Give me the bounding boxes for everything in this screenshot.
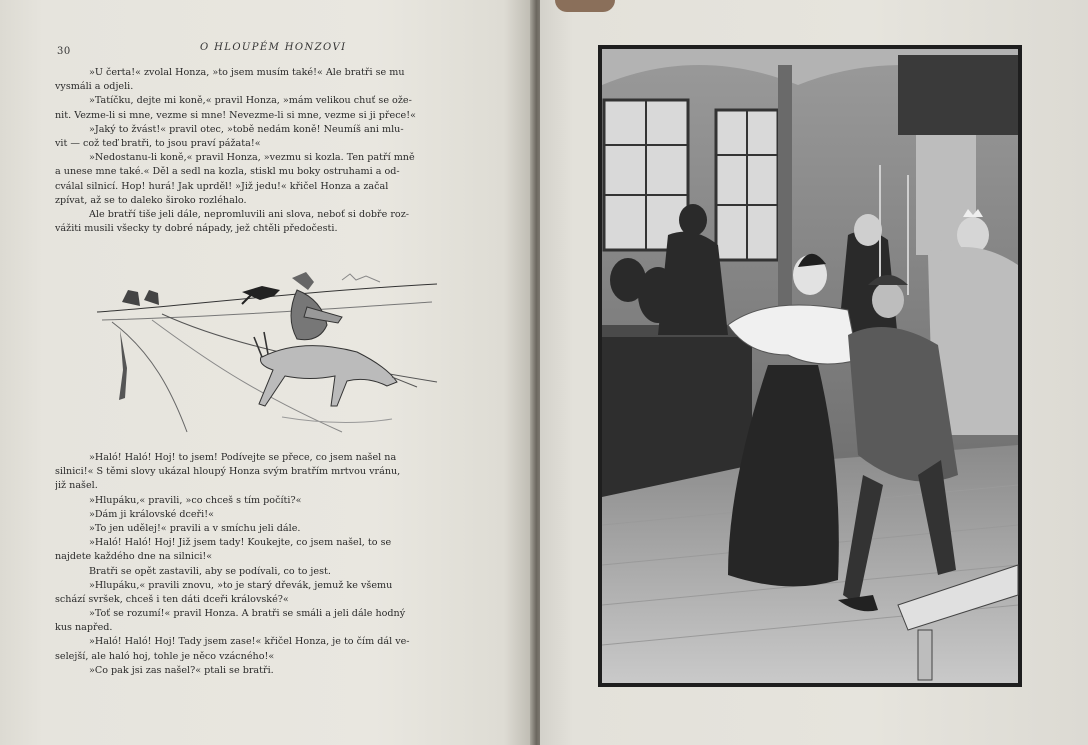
running-head: O HLOUPÉM HONZOVI [200, 42, 347, 53]
text-line: vit — což teď bratři, to jsou praví pážata!« [55, 137, 261, 149]
window-left [604, 100, 688, 250]
text-line: již našel. [55, 480, 98, 492]
text-line: vysmáli a odjeli. [55, 81, 134, 93]
text-line: »Tatíčku, dejte mi koně,« pravil Honza, »mám velikou chuť se ože- [89, 95, 412, 107]
text-line: »Haló! Haló! Hoj! to jsem! Podívejte se přece, co jsem našel na [89, 452, 397, 463]
text-line: »Haló! Haló! Hoj! Již jsem tady! Koukejte, co jsem našel, to se [89, 537, 392, 549]
text-line: vážiti musili všecky ty dobré nápady, jež chtěli předočesti. [55, 223, 338, 235]
goat-rider-illustration [92, 262, 442, 440]
ballroom-engraving [598, 45, 1022, 687]
text-line: cválal silnicí. Hop! hurá! Jak uprděl! »Již jedu!« křičel Honza a začal [55, 180, 389, 192]
window-right [716, 110, 778, 260]
left-page [0, 0, 536, 745]
text-line: Ale bratří tiše jeli dále, nepromluvili ani slova, neboť si dobře roz- [89, 208, 409, 220]
text-line: »Co pak jsi zas našel?« ptali se bratři. [89, 664, 274, 676]
engraving-plate [598, 45, 1022, 687]
text-line: kus napřed. [55, 622, 113, 634]
text-line: zpívat, až se to daleko široko rozléhalo. [55, 194, 247, 206]
text-line: schází svršek, chceš i ten dáti dceři královské?« [55, 593, 289, 605]
text-block-top [55, 66, 479, 236]
text-line: silnici!« S těmi slovy ukázal hloupý Honza svým bratřím mrtvou vránu, [55, 466, 401, 478]
text-line: »Haló! Haló! Hoj! Tady jsem zase!« křičel Honza, je to čím dál ve- [89, 636, 410, 648]
page-number: 30 [57, 46, 71, 57]
thumb [555, 0, 615, 12]
text-line: Bratři se opět zastavili, aby se podívali, co to jest. [89, 565, 331, 577]
text-block-bottom [55, 451, 479, 678]
text-line: najdete každého dne na silnici!« [55, 551, 213, 563]
crow-figure [242, 286, 280, 304]
text-line: selejší, ale haló hoj, tohle je něco vzácného!« [55, 650, 275, 662]
text-line: »Nedostanu-li koně,« pravil Honza, »vezmu si kozla. Ten patří mně [89, 152, 415, 164]
text-line: »Toť se rozumí!« pravil Honza. A bratři se smáli a jeli dále hodný [89, 608, 406, 620]
text-line: »Hlupáku,« pravili, »co chceš s tím počíti?« [89, 494, 302, 506]
text-line: nit. Vezme-li si mne, vezme si mne! Nevezme-li si mne, vezme si ji přece!« [55, 109, 416, 121]
text-line: »Hlupáku,« pravili znovu, »to je starý dřevák, jemuž ke všemu [89, 579, 393, 591]
text-line: »Dám ji královské dceři!« [89, 508, 214, 520]
goat-figure [254, 332, 417, 406]
text-line: »U čerta!« zvolal Honza, »to jsem musím také!« Ale bratři se mu [89, 67, 405, 78]
text-line: »To jen udělej!« pravili a v smíchu jeli dále. [89, 522, 301, 534]
text-line: »Jaký to žvást!« pravil otec, »tobě nedám koně! Neumíš ani mlu- [89, 123, 404, 135]
text-line: a unese mne také.« Děl a sedl na kozla, stiskl mu boky ostruhami a od- [55, 166, 400, 178]
rider-figure [291, 272, 342, 340]
